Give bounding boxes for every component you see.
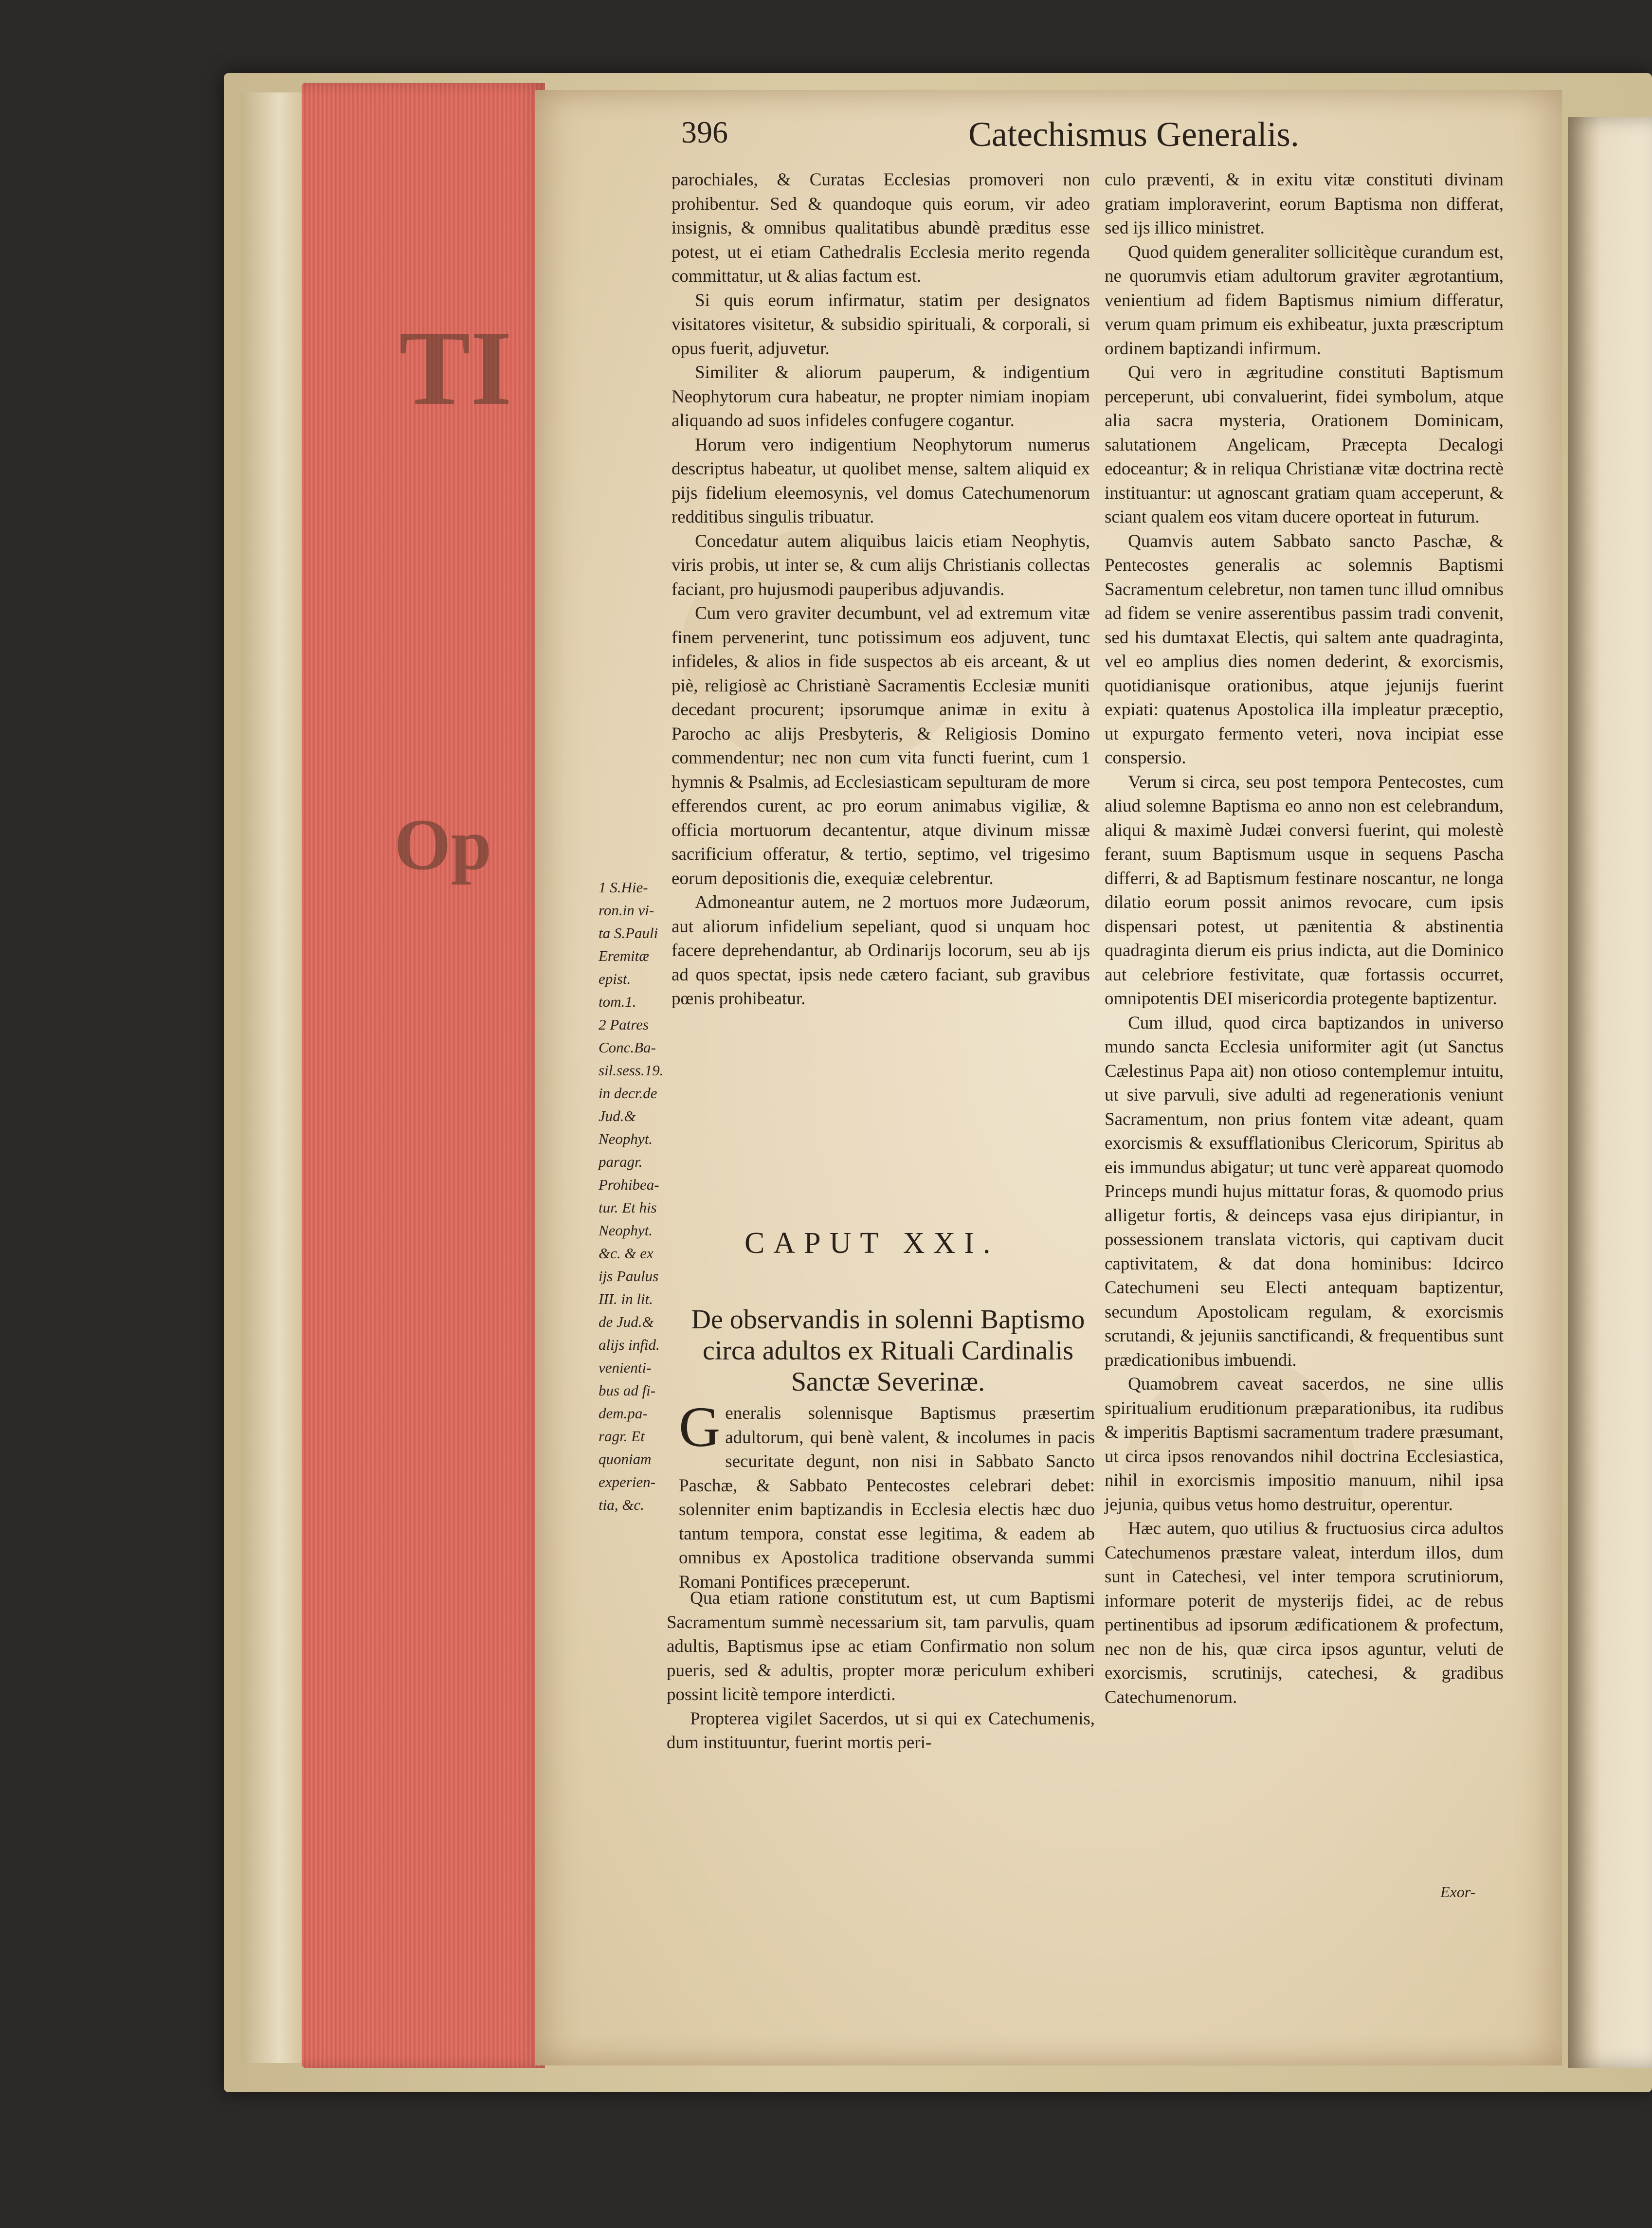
paragraph: Hæc autem, quo utilius & fructuosius circa adultos Catechumenos præstare valeat, interdum illos, dum sunt in Catechesi, vel inter tempora scrutiniorum, informare poterit de mysterijs fidei, ac de rebus pertinentibus ad ipsorum ædificationem & profectum, nec non de his, quæ circa ipsos aguntur, veluti de exorcismis, scrutinijs, catechesi, & gradibus Catechumenorum.	[1105, 1519, 1504, 1707]
page-block-edge	[241, 92, 304, 2063]
marginal-line: paragr.	[599, 1153, 643, 1170]
paragraph: Similiter & aliorum pauperum, & indigentium Neophytorum cura habeatur, ne propter nimiam inopiam aliquando ad suos infideles confugere cogantur.	[672, 362, 1090, 431]
marginal-line: sil.sess.19.	[599, 1062, 664, 1079]
marginal-line: 2 Patres	[599, 1016, 649, 1033]
marginal-line: ta S.Pauli	[599, 924, 658, 942]
left-column-bottom-text	[667, 1586, 1095, 1755]
paragraph: Cum illud, quod circa baptizandos in universo mundo sancta Ecclesia uniformiter agit (ut Sanctus Cælestinus Papa ait) non otioso contemplemur intuitu, ut sive parvuli, sive adulti ad regenerationis veniunt Sacramentum, non prius fontem vitæ adeant, quam exorcismis & exsufflationibus Clericorum, Spiritus ab eis immundus abigatur; ut tunc verè appareat quomodo Princeps mundi hujus mittatur foras, & quomodo prius alligetur fortis, & deinceps vasa ejus diripiantur, in possessionem translata victoris, qui captivam ducit captivitatem, & dat dona hominibus: Idcirco Catechumeni seu Electi antequam baptizentur, secundum Apostolicam regulam, & exorcismis scrutandi, & jejuniis sanctificandi, & frequentibus sunt prædicationibus imbuendi.	[1105, 1013, 1504, 1370]
left-column-text	[672, 168, 1090, 1011]
marginal-notes	[599, 876, 686, 1516]
paragraph: Horum vero indigentium Neophytorum numerus descriptus habeatur, ut quolibet mense, saltem aliquid ex pijs fidelium eleemosynis, vel domus Catechumenorum redditibus singulis tribuatur.	[672, 435, 1090, 527]
paragraph: Qua etiam ratione constitutum est, ut cum Baptismi Sacramentum summè necessarium sit, tam parvulis, quam adultis, Baptismus ipse ac etiam Confirmatio non solum pueris, sed & adultis, propter moræ periculum exhiberi possint licitè tempore interdicti.	[667, 1588, 1095, 1704]
marginal-line: Eremitæ	[599, 947, 649, 964]
paragraph: Propterea vigilet Sacerdos, ut si qui ex Catechumenis, dum instituuntur, fuerint mortis peri-	[667, 1708, 1095, 1753]
red-fore-edge	[302, 83, 545, 2068]
marginal-line: Prohibea-	[599, 1176, 659, 1193]
initial-paragraph-block	[679, 1395, 1095, 1594]
paragraph: culo præventi, & in exitu vitæ constituti divinam gratiam imploraverint, eorum Baptisma non differat, sed ijs illico ministret.	[1105, 170, 1504, 238]
marginal-line: tia, &c.	[599, 1496, 644, 1513]
running-title: Catechismus Generalis.	[968, 115, 1299, 154]
paragraph: Si quis eorum infirmatur, statim per designatos visitatores visitetur, & subsidio spirituali, & corporali, si opus fuerit, adjuvetur.	[672, 290, 1090, 359]
marginal-line: in decr.de	[599, 1085, 657, 1102]
marginal-line: ron.in vi-	[599, 902, 654, 919]
marginal-line: III. in lit.	[599, 1290, 653, 1307]
marginal-line: bus ad fi-	[599, 1382, 656, 1399]
marginal-line: venienti-	[599, 1359, 652, 1376]
spine-showthrough-top: TI	[399, 308, 512, 427]
marginal-line: tur. Et his	[599, 1199, 657, 1216]
drop-cap: G	[679, 1395, 721, 1459]
marginal-line: Conc.Ba-	[599, 1039, 656, 1056]
paragraph: parochiales, & Curatas Ecclesias promoveri non prohibentur. Sed & quandoque quis eorum, vir adeo insignis, & omnibus qualitatibus abundè præditus esse potest, ut ei etiam Cathedralis Ecclesia merito regenda committatur, ut & alias factum est.	[672, 170, 1090, 286]
marginal-line: &c. & ex	[599, 1245, 654, 1262]
paragraph: Concedatur autem aliquibus laicis etiam Neophytis, viris probis, ut inter se, & cum alijs Christianis collectas faciant, pro hujusmodi pauperibus adjuvandis.	[672, 531, 1090, 599]
marginal-line: tom.1.	[599, 993, 636, 1010]
spine-showthrough-mid: Op	[394, 804, 492, 885]
marginal-line: dem.pa-	[599, 1405, 648, 1422]
marginal-line: Jud.&	[599, 1107, 636, 1124]
marginal-line: epist.	[599, 970, 631, 987]
paragraph: Admoneantur autem, ne 2 mortuos more Judæorum, aut aliorum infidelium sepeliant, quod si unquam hoc facere deprehendantur, ab Ordinarijs locorum, seu ab ijs ad quos spectat, ipsis nede cætero faciant, sub gravibus pœnis prohibeatur.	[672, 892, 1090, 1009]
marginal-line: ijs Paulus	[599, 1268, 659, 1285]
chapter-heading: CAPUT XXI.	[744, 1227, 999, 1260]
facing-page-edge	[1568, 117, 1652, 2068]
marginal-line: Neophyt.	[599, 1222, 653, 1239]
paragraph: Qui vero in ægritudine constituti Baptismum perceperunt, ubi convaluerint, fidei symbolum, atque alia sacra mysteria, Orationem Dominicam, salutationem Angelicam, Præcepta Decalogi edoceantur; & in reliqua Christianæ vitæ doctrina rectè instituantur: ut agnoscant gratiam quam acceperunt, & sciant qualem eos vitam ducere oporteat in futurum.	[1105, 362, 1504, 527]
chapter-subtitle: De observandis in solenni Baptismo circa adultos ex Rituali Cardinalis Sanctæ Severinæ.	[691, 1304, 1085, 1397]
marginal-line: de Jud.&	[599, 1313, 654, 1330]
paragraph: Cum vero graviter decumbunt, vel ad extremum vitæ finem pervenerint, tunc potissimum eos adjuvent, tunc infideles, & alios in fide suspectos ab eis arceant, & ut piè, religiosè ac Christianè Sacramentis Ecclesiæ muniti decedant procurent; ipsorumque animæ in exitu à Parocho ac alijs Presbyteris, & Religiosis Domino commendentur; nec non cum vita functi fuerint, cum 1 hymnis & Psalmis, ad Ecclesiasticam sepulturam de more efferendos curent, ac pro eorum animabus vigiliæ, & officia mortuorum decantentur, atque divinum missæ sacrificium offeratur, & tertio, septimo, vel trigesimo eorum depositionis die, exequiæ celebrentur.	[672, 603, 1090, 888]
paragraph: Verum si circa, seu post tempora Pentecostes, cum aliud solemne Baptisma eo anno non est celebrandum, aliqui & maximè Judæi conversi fuerint, qui molestè ferant, suum Baptismum usque in sequens Pascha differri, & ad Baptismum festinare noscantur, ne longa dilatio eorum possit animos revocare, cum ipsis dispensari potest, ut pænitentia & abstinentia quadraginta dierum eis prius indicta, aut die Dominico aut celebriore festivitate, quæ fortassis occurret, omnipotentis DEI misericordia protegente baptizentur.	[1105, 772, 1504, 1009]
catchword: Exor-	[1440, 1883, 1476, 1901]
marginal-line: experien-	[599, 1473, 656, 1490]
right-column-text	[1105, 168, 1504, 1709]
marginal-line: quoniam	[599, 1450, 652, 1467]
paragraph: Quamvis autem Sabbato sancto Paschæ, & Pentecostes generalis ac solemnis Baptismi Sacramentum celebretur, non tamen tunc illud omnibus ad fidem se venire asserentibus passim tradi convenit, sed his dumtaxat Electis, qui saltem ante quadraginta, vel eo amplius dies nomen dederint, & exorcismis, quotidianisque orationibus, atque jejunijs fuerint expiati: quatenus Apostolica illa impleatur præceptio, ut expurgato fermento veteri, nova incipiat esse conspersio.	[1105, 531, 1504, 768]
marginal-line: Neophyt.	[599, 1130, 653, 1147]
page-number: 396	[681, 115, 728, 149]
paragraph: Quod quidem generaliter sollicitèque curandum est, ne quorumvis etiam adultorum graviter ægrotantium, venientium ad fidem Baptismus nimium differatur, verum quam primum eis exhibeatur, juxta præscriptum ordinem baptizandi infirmum.	[1105, 242, 1504, 359]
marginal-line: 1 S.Hie-	[599, 879, 648, 896]
initial-paragraph: eneralis solennisque Baptismus præsertim adultorum, qui benè valent, & incolumes in pacis securitate degunt, non nisi in Sabbato Sancto Paschæ, & Sabbato Pentecostes celebrari debet: solenniter enim baptizandis in Ecclesia electis hæc duo tantum tempora, constat esse legitima, & eadem ab omnibus ex Apostolica traditione observanda summi Romani Pontifices præceperunt.	[679, 1403, 1095, 1592]
marginal-line: alijs infid.	[599, 1336, 660, 1353]
marginal-line: ragr. Et	[599, 1428, 645, 1445]
paragraph: Quamobrem caveat sacerdos, ne sine ullis spiritualium eruditionum præparationibus, ita rudibus & imperitis Baptismi sacramentum tradere præsumant, ut circa ipsos renovandos nihil doctrina Ecclesiastica, nihil in exorcismis impositio manuum, nihil ipsa jejunia, quibus vetus homo destruitur, operentur.	[1105, 1374, 1504, 1515]
